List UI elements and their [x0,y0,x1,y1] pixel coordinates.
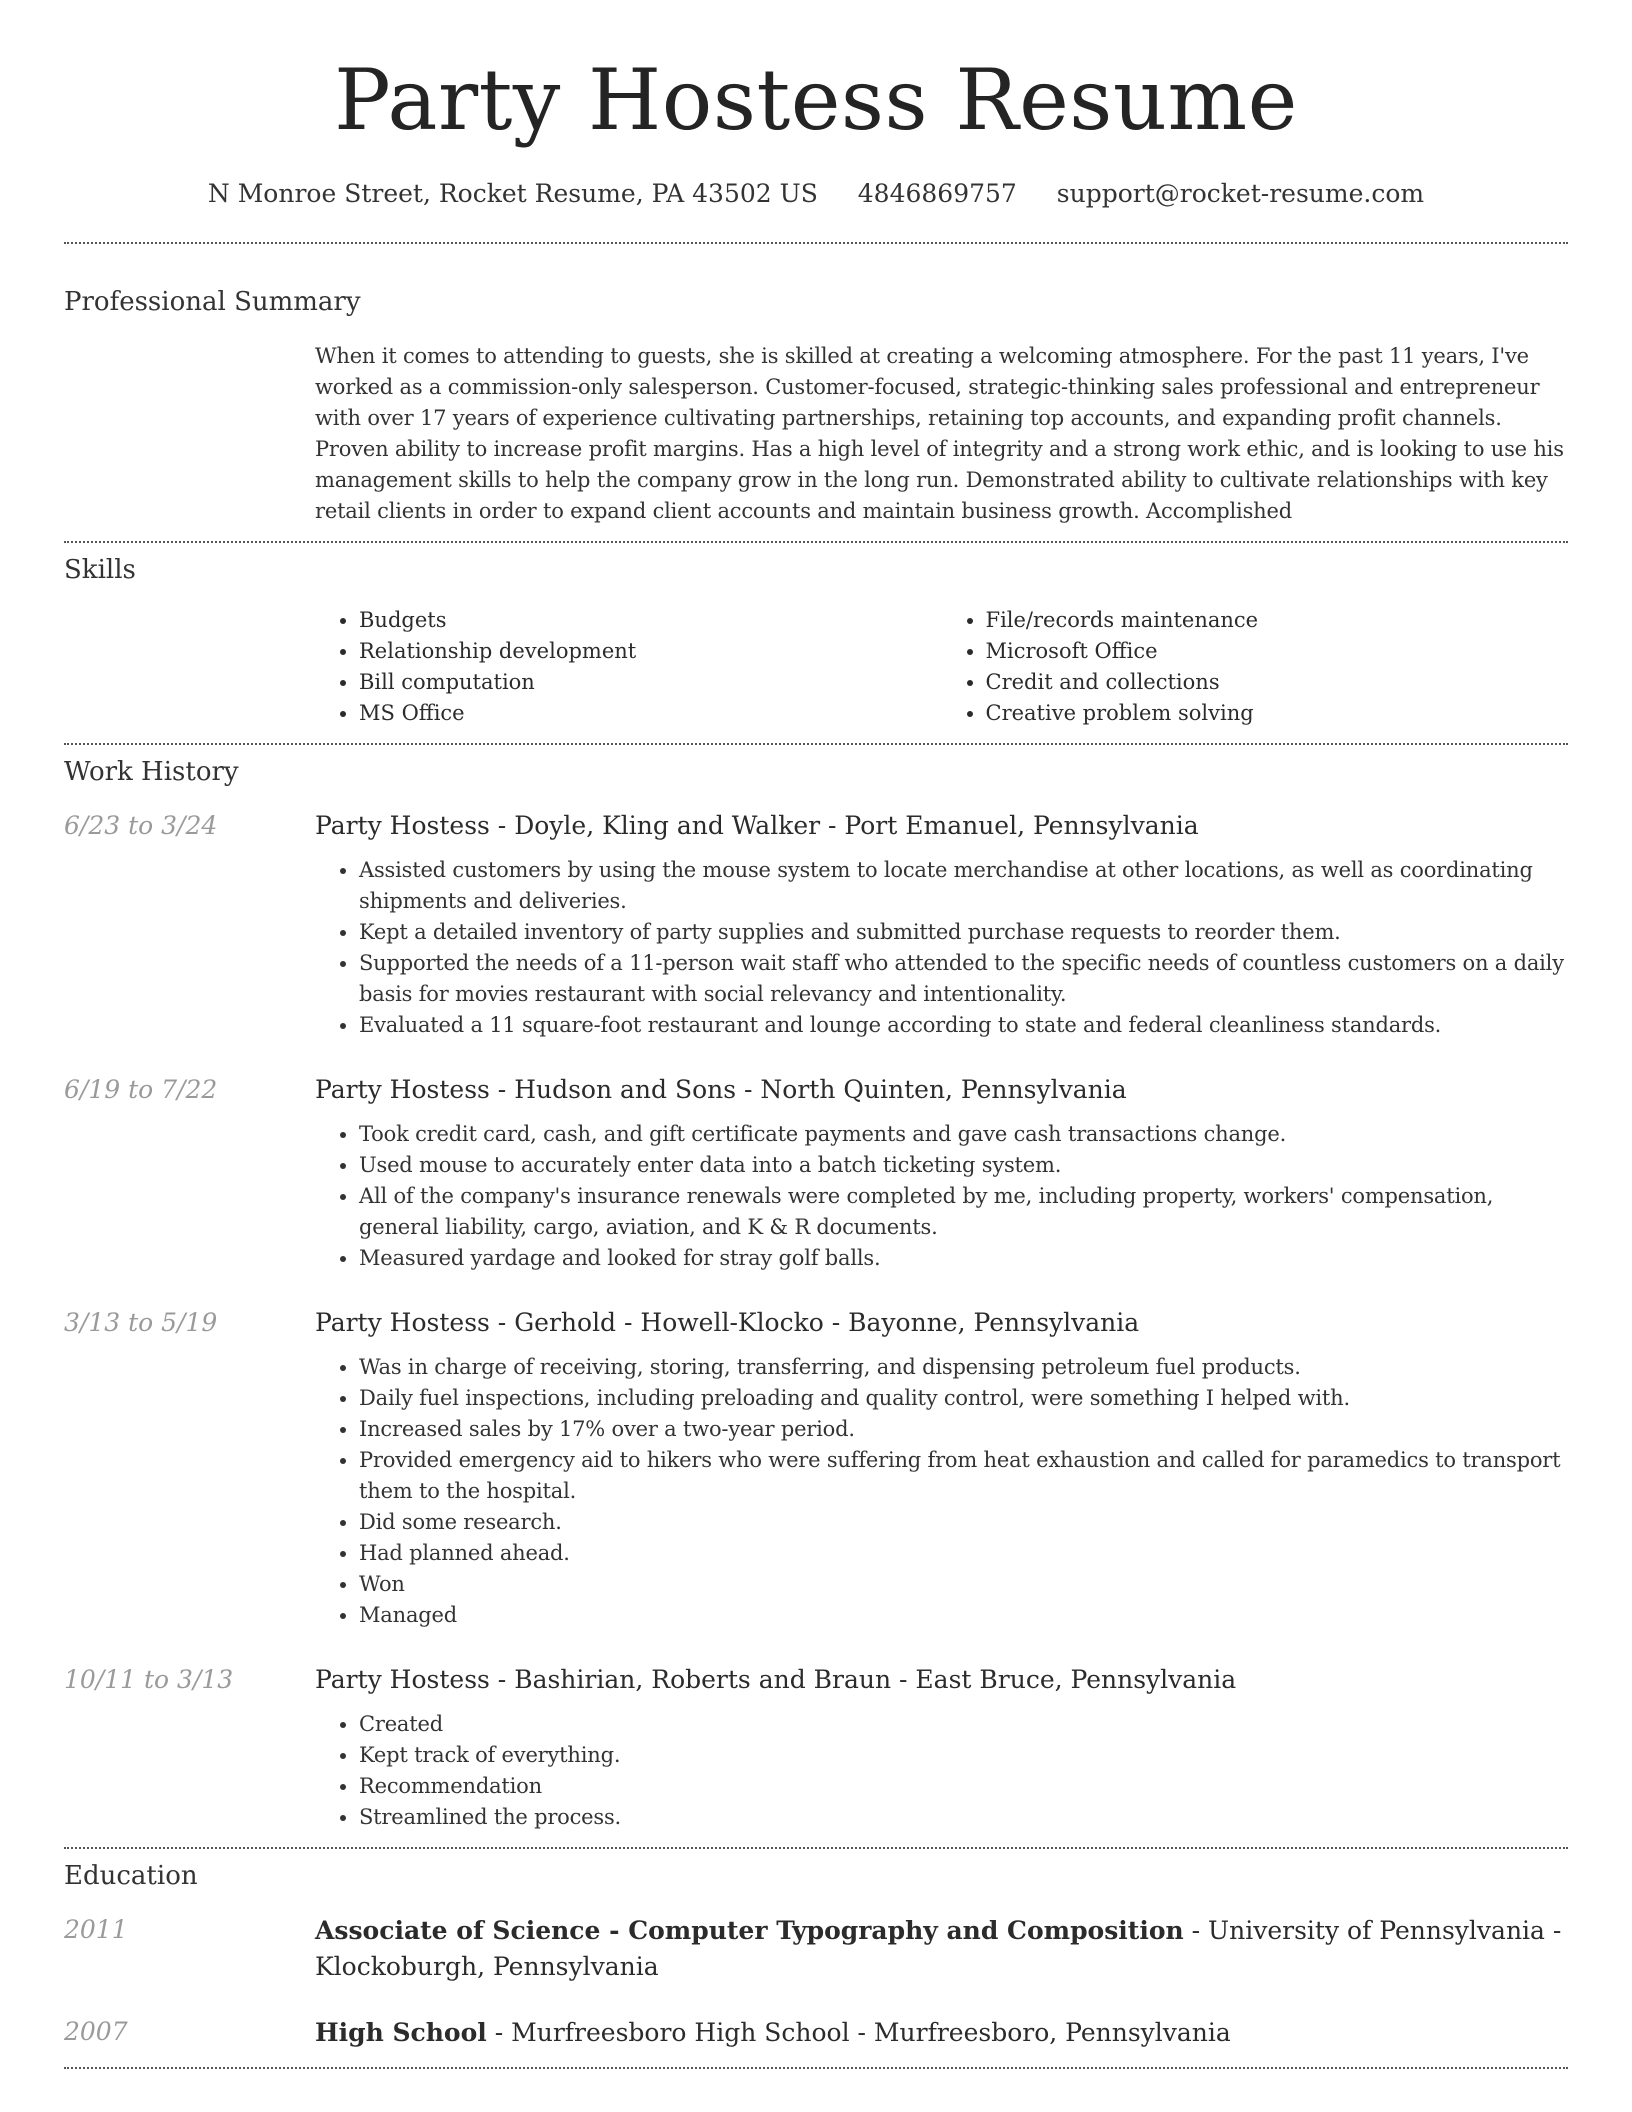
job-dates: 3/13 to 5/19 [64,1308,218,1337]
contact-line [64,179,1568,208]
education-year: 2007 [64,2017,128,2046]
contact-address: N Monroe Street, Rocket Resume, PA 43502 US [207,179,818,208]
divider [64,1847,1568,1849]
contact-phone: 4846869757 [857,179,1017,208]
list-item: • Kept a detailed inventory of party supplies and submitted purchase requests to reorder them. [359,917,1568,948]
summary-section [64,317,1568,541]
job-entry [64,1073,1568,1274]
education-degree: Associate of Science - Computer Typography and Composition [315,1916,1184,1945]
list-item: • Assisted customers by using the mouse system to locate merchandise at other locations, as well as coordinating shipments and deliveries. [359,855,1568,917]
list-item: • Had planned ahead. [359,1538,1568,1569]
summary-text: When it comes to attending to guests, she is skilled at creating a welcoming atmosphere. For the past 11 years, I've worked as a commission-only salesperson. Customer-focused, strategic-thinking sales professional and entrepreneur with over 17 years of experience cultivating partnerships, retaining top accounts, and expanding profit channels. Proven ability to increase profit margins. Has a high level of integrity and a strong work ethic, and is looking to use his management skills to help the company grow in the long run. Demonstrated ability to cultivate relationships with key retail clients in order to expand client accounts and maintain business growth. Accomplished [315,344,1564,523]
list-item: • Managed [359,1600,1568,1631]
list-item: • All of the company's insurance renewals were completed by me, including property, workers' compensation, general liability, cargo, aviation, and K & R documents. [359,1181,1568,1243]
summary-spacer [64,317,315,541]
list-item: • Evaluated a 11 square-foot restaurant and lounge according to state and federal cleanliness standards. [359,1010,1568,1041]
summary-heading: Professional Summary [64,287,361,317]
page-title: Party Hostess Resume [334,51,1298,149]
list-item: • Did some research. [359,1507,1568,1538]
job-title: Party Hostess - Hudson and Sons - North Quinten, Pennsylvania [315,1075,1127,1104]
skills-heading: Skills [64,555,136,585]
education-school: - Murfreesboro High School - Murfreesboro, Pennsylvania [486,2018,1231,2047]
job-title: Party Hostess - Doyle, Kling and Walker - Port Emanuel, Pennsylvania [315,811,1199,840]
job-dates: 6/23 to 3/24 [64,811,218,840]
list-item: • Increased sales by 17% over a two-year period. [359,1414,1568,1445]
list-item: • Provided emergency aid to hikers who were suffering from heat exhaustion and called for paramedics to transport them to the hospital. [359,1445,1568,1507]
skills-list-right [942,605,1569,729]
job-entry [64,809,1568,1041]
work-heading: Work History [64,757,239,787]
divider [64,242,1568,244]
list-item: • Recommendation [359,1771,1568,1802]
job-entry [64,1663,1568,1833]
list-item: • Supported the needs of a 11-person wait staff who attended to the specific needs of countless customers on a daily basis for movies restaurant with social relevancy and intentionality. [359,948,1568,1010]
skills-section [64,585,1568,743]
resume-page [64,0,1568,2069]
list-item: • Measured yardage and looked for stray golf balls. [359,1243,1568,1274]
skill-item: • Microsoft Office [986,636,1569,667]
list-item: • Kept track of everything. [359,1740,1568,1771]
education-entry [64,1913,1568,1985]
job-title: Party Hostess - Bashirian, Roberts and Braun - East Bruce, Pennsylvania [315,1665,1237,1694]
divider [64,2067,1568,2069]
education-year: 2011 [64,1915,128,1944]
list-item: • Was in charge of receiving, storing, transferring, and dispensing petroleum fuel products. [359,1352,1568,1383]
skill-item: • Credit and collections [986,667,1569,698]
list-item: • Took credit card, cash, and gift certificate payments and gave cash transactions change. [359,1119,1568,1150]
skill-item: • MS Office [359,698,942,729]
job-dates: 6/19 to 7/22 [64,1075,218,1104]
skill-item: • Relationship development [359,636,942,667]
job-bullets [315,855,1568,1041]
list-item: • Used mouse to accurately enter data into a batch ticketing system. [359,1150,1568,1181]
education-school: - University of Pennsylvania - Klockoburgh, Pennsylvania [315,1916,1562,1981]
job-entry [64,1306,1568,1631]
education-degree: High School [315,2018,487,2047]
skill-item: • File/records maintenance [986,605,1569,636]
divider [64,541,1568,543]
skills-list-left [315,605,942,729]
skill-item: • Bill computation [359,667,942,698]
job-bullets [315,1709,1568,1833]
skills-spacer [64,585,315,743]
job-dates: 10/11 to 3/13 [64,1665,234,1694]
job-title: Party Hostess - Gerhold - Howell-Klocko - Bayonne, Pennsylvania [315,1308,1140,1337]
contact-email: support@rocket-resume.com [1056,179,1425,208]
education-heading: Education [64,1861,198,1891]
list-item: • Created [359,1709,1568,1740]
education-entry [64,2015,1568,2051]
divider [64,743,1568,745]
list-item: • Daily fuel inspections, including preloading and quality control, were something I helped with. [359,1383,1568,1414]
job-bullets [315,1119,1568,1274]
skill-item: • Creative problem solving [986,698,1569,729]
skill-item: • Budgets [359,605,942,636]
list-item: • Won [359,1569,1568,1600]
job-bullets [315,1352,1568,1631]
list-item: • Streamlined the process. [359,1802,1568,1833]
